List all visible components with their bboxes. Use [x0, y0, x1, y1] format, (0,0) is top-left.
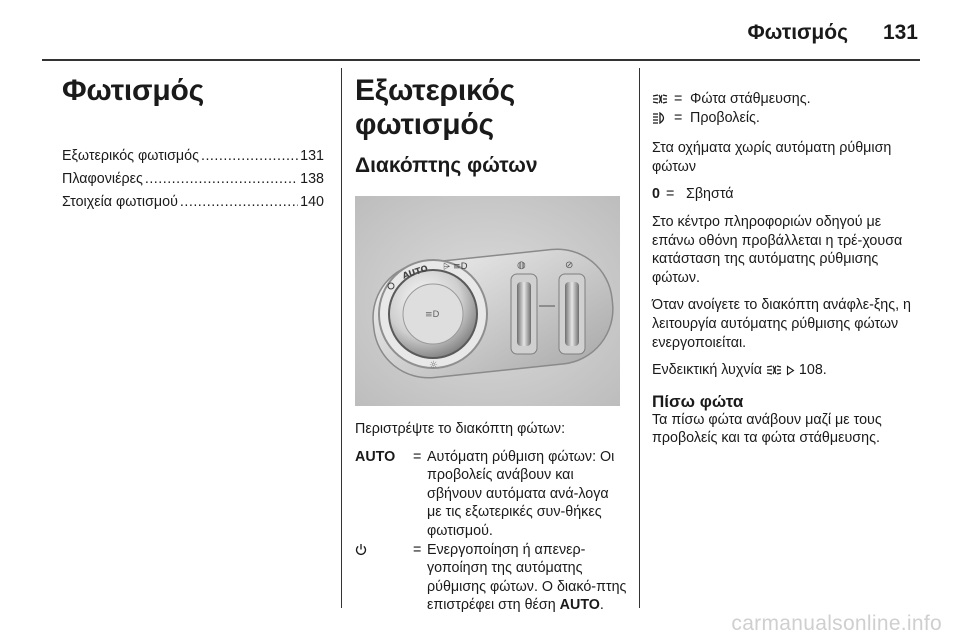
paragraph: Στα οχήματα χωρίς αυτόματη ρύθμιση φώτων — [652, 140, 892, 175]
toc-entry-title: Στοιχεία φωτισμού — [62, 194, 178, 210]
light-switch-illustration — [355, 196, 620, 406]
svg-text:⊘: ⊘ — [565, 260, 574, 271]
light-symbols — [652, 90, 927, 127]
toc-leader — [201, 148, 298, 164]
switch-positions — [355, 448, 627, 615]
svg-text:◍: ◍ — [517, 260, 526, 271]
def-key-off: 0 — [652, 186, 660, 203]
subsection-title: Πίσω φώτα — [652, 391, 744, 411]
column-divider-2 — [639, 68, 640, 608]
light-switch-photo — [355, 196, 620, 406]
power-icon — [355, 541, 413, 615]
section-title: Φωτισμός — [62, 74, 205, 107]
def-text: Αυτόματη ρύθμιση φώτων: Οι προβολείς ανάβουν και σβήνουν αυτόματα ανά-λογα με τις εξωτερικές συν-θήκες φωτισμού. — [427, 448, 615, 539]
svg-text:≡D: ≡D — [425, 310, 440, 320]
subsection-title: Διακόπτης φώτων — [355, 154, 538, 177]
running-title: Φωτισμός — [747, 21, 848, 44]
page-reference-arrow-icon — [786, 365, 795, 376]
toc-leader — [145, 171, 298, 187]
toc-column — [62, 68, 324, 217]
def-equals: = — [674, 91, 683, 107]
headlights-icon — [652, 109, 674, 128]
def-equals: = — [674, 109, 683, 126]
svg-text:☼: ☼ — [429, 360, 438, 371]
toc-entry[interactable] — [62, 194, 324, 217]
toc-entry[interactable] — [62, 148, 324, 171]
parking-lights-icon — [652, 90, 674, 109]
def-bold-auto: AUTO — [559, 597, 600, 614]
indicator-text: Ενδεικτική λυχνία — [652, 362, 762, 379]
parking-lights-icon — [766, 364, 782, 376]
right-column — [652, 90, 927, 457]
def-text: Προβολείς. — [690, 109, 760, 126]
toc-entry-page: 140 — [300, 194, 324, 210]
off-position — [652, 185, 927, 204]
indicator-reference — [652, 361, 927, 380]
def-equals: = — [413, 448, 422, 465]
header-rule — [42, 59, 920, 61]
page-reference[interactable]: 108. — [798, 362, 827, 379]
def-text: Σβηστά — [686, 186, 734, 203]
toc-leader — [180, 194, 298, 210]
def-equals: = — [666, 186, 675, 203]
def-equals: = — [413, 541, 422, 558]
toc-entry-page: 131 — [300, 148, 324, 164]
toc-entry[interactable] — [62, 171, 324, 194]
lighting-switch-column — [355, 68, 627, 615]
watermark: carmanualsonline.info — [731, 612, 942, 635]
def-text: Φώτα στάθμευσης. — [690, 91, 811, 107]
photo-auto-label: AUTO — [401, 263, 430, 282]
section-title: Εξωτερικός φωτισμός — [355, 74, 516, 141]
page-number: 131 — [882, 21, 918, 44]
toc-entry-page: 138 — [300, 171, 324, 187]
def-text: Ενεργοποίηση ή απενερ-γοποίηση της αυτόματης ρύθμισης φώτων. Ο διακό-πτης επιστρέφει στη θέση AUTO. — [427, 541, 627, 614]
page-header — [0, 0, 960, 62]
table-of-contents — [62, 148, 324, 217]
svg-text:⩥ ≡D: ⩥ ≡D — [443, 262, 468, 272]
paragraph: Όταν ανοίγετε το διακόπτη ανάφλε-ξης, η λειτουργία αυτόματης ρύθμισης φώτων ενεργοποιείται. — [652, 297, 911, 351]
toc-entry-title: Εξωτερικός φωτισμός — [62, 148, 199, 164]
intro-text: Περιστρέψτε το διακόπτη φώτων: — [355, 421, 566, 437]
paragraph: Στο κέντρο πληροφοριών οδηγού με επάνω οθόνη προβάλλεται η τρέ-χουσα κατάσταση της αυτόματης ρύθμισης φώτων. — [652, 213, 903, 286]
column-divider-1 — [341, 68, 342, 608]
def-key-auto: AUTO — [355, 448, 396, 465]
paragraph: Τα πίσω φώτα ανάβουν μαζί με τους προβολείς και τα φώτα στάθμευσης. — [652, 411, 882, 447]
toc-entry-title: Πλαφονιέρες — [62, 171, 143, 187]
